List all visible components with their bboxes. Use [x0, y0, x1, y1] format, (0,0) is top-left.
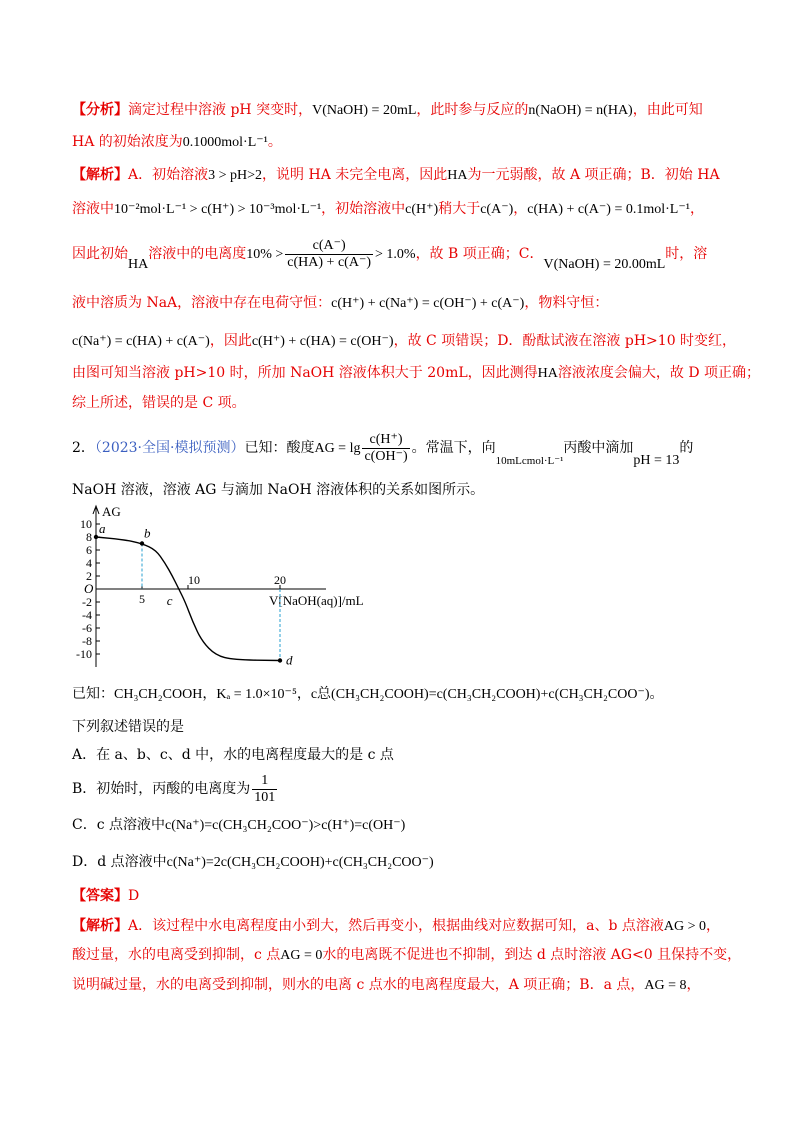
data-curve: [96, 537, 280, 661]
formula-ch: c(H⁺): [405, 202, 439, 217]
x-tick-label: 20: [274, 573, 286, 587]
formula-h-range: 10⁻²mol·L⁻¹ > c(H⁺) > 10⁻³mol·L⁻¹: [114, 202, 322, 217]
solution-text: ，故 C 项错误；D．酚酞试液在溶液 pH>10 时变红，: [393, 333, 737, 349]
formula-sum: c(HA) + c(A⁻) = 0.1mol·L⁻¹: [527, 202, 690, 217]
known-label: 已知：: [72, 686, 114, 702]
solution-text: ，: [513, 201, 528, 217]
solution-text: A．该过程中水电离程度由小到大，然后再变小，根据曲线对应数据可知，a、b 点溶液: [128, 918, 664, 934]
solution-text: 溶液浓度会偏大，故 D 项正确；: [557, 365, 760, 381]
formula-ionization-high: > 1.0%: [375, 247, 416, 262]
formula-ionization-low: 10% >: [246, 247, 284, 262]
solution-text: 时，溶: [665, 246, 708, 262]
formula-ca: c(A⁻): [480, 202, 514, 217]
fraction-ag: [362, 432, 409, 465]
solution-tag: 【解析】: [72, 167, 128, 183]
solution1-line-2: [72, 199, 704, 220]
fraction-numerator: c(A⁻): [285, 238, 373, 255]
x-tick-label: 5: [139, 592, 145, 606]
y-tick-label: 2: [86, 569, 92, 583]
formula-ag-zero: AG = 0: [280, 948, 323, 963]
analysis-text: ，此时参与反应的: [416, 102, 529, 118]
option-text: D．d 点溶液中: [72, 854, 167, 870]
formula-ag-eight: AG = 8: [644, 978, 687, 993]
y-tick-label: -10: [76, 647, 92, 661]
y-tick-label: -8: [82, 634, 92, 648]
question-text: 已知：酸度: [244, 440, 315, 456]
analysis-text: ，由此可知: [632, 102, 703, 118]
point-b: [140, 541, 144, 545]
y-tick-label: 4: [86, 556, 92, 570]
solution-text: 水的电离既不促进也不抑制，到达 d 点时溶液 AG<0 且保持不变，: [322, 947, 742, 963]
question-text: ，: [296, 686, 311, 702]
formula-n-naoh: n(NaOH) = n(HA): [528, 103, 633, 118]
question-number: 2．: [72, 440, 95, 456]
analysis-text: 滴定过程中溶液 pH 突变时，: [128, 102, 313, 118]
formula-charge-balance: c(H⁺) + c(Na⁺) = c(OH⁻) + c(A⁻): [331, 296, 525, 311]
question-source: （2023·全国·模拟预测）: [94, 440, 245, 456]
point-label-c: c: [166, 593, 173, 608]
solution-text: ，: [689, 201, 704, 217]
solution-text: 为一元弱酸，故 A 项正确；B．初始 HA: [467, 167, 720, 183]
point-label-b: b: [144, 525, 151, 541]
solution-text: 由图可知当溶液 pH>10 时，所加 NaOH 溶液体积大于 20mL，因此测得: [72, 365, 538, 381]
fraction-denominator: c(HA) + c(A⁻): [287, 254, 371, 270]
formula-ag: AG = lg: [314, 441, 361, 456]
point-label-d: d: [286, 652, 293, 668]
option-d[interactable]: [72, 852, 434, 873]
point-d: [278, 658, 282, 662]
solution-text: ，因此: [209, 333, 252, 349]
solution1-line-3: [72, 236, 707, 273]
formula-ag-positive: AG > 0: [663, 919, 706, 934]
formula-v-naoh: V(NaOH) = 20.00mL: [543, 257, 666, 272]
y-tick-label: -6: [82, 621, 92, 635]
formula-ka: Kₐ = 1.0×10⁻⁵: [216, 687, 297, 702]
solution-text: 酸过量，水的电离受到抑制，c 点: [72, 947, 281, 963]
solution-text: ，: [686, 977, 701, 993]
question-text: 的: [679, 440, 694, 456]
option-text: C．c 点溶液中: [72, 817, 166, 833]
y-tick-label: -2: [82, 595, 92, 609]
formula-acid-concentration: 10mLcmol·L⁻¹: [495, 455, 564, 467]
answer-line: [72, 886, 139, 906]
solution1-line-1: [72, 165, 720, 186]
question-prompt: 下列叙述错误的是: [72, 719, 184, 735]
solution1-line-6: [72, 363, 760, 384]
formula-total-concentration: c总(CH₃CH₂COOH)=c(CH₃CH₂COOH)+c(CH₃CH₂COO⁻): [310, 687, 650, 702]
formula-ph-range: 3 > pH>2: [208, 168, 263, 183]
solution1-line-4: [72, 293, 608, 314]
solution1-line-5: [72, 331, 736, 352]
fraction-ionization-degree: [252, 773, 277, 806]
fraction-denominator: 101: [254, 789, 276, 805]
formula-option-c: c(Na⁺)=c(CH₃CH₂COO⁻)>c(H⁺)=c(OH⁻): [165, 818, 406, 833]
question2-line-1: [72, 430, 693, 467]
option-c[interactable]: [72, 815, 405, 836]
formula-v-naoh: V(NaOH) = 20mL: [312, 103, 417, 118]
point-label-a: a: [99, 521, 106, 536]
x-tick-label: 10: [188, 573, 200, 587]
option-b[interactable]: [72, 772, 279, 806]
option-a[interactable]: A．在 a、b、c、d 中，水的电离程度最大的是 c 点: [72, 747, 394, 763]
solution2-line-3: [72, 975, 701, 996]
solution-text: ，说明 HA 未完全电离，因此: [262, 167, 448, 183]
analysis-text: HA 的初始浓度为: [72, 134, 183, 150]
solution-text: ，初始溶液中: [321, 201, 406, 217]
fraction-ionization: [285, 238, 373, 271]
formula-ha: HA: [128, 257, 149, 272]
solution-text: 稍大于: [438, 201, 481, 217]
formula-ha: HA: [537, 366, 558, 381]
y-tick-label: -4: [82, 608, 92, 622]
fraction-numerator: c(H⁺): [362, 432, 409, 449]
fraction-numerator: 1: [252, 773, 277, 790]
analysis-tag: 【分析】: [72, 102, 128, 118]
solution2-line-2: [72, 945, 741, 966]
chart-axes: [84, 504, 364, 667]
answer-tag: 【答案】: [72, 888, 128, 904]
analysis-line-1: [72, 100, 703, 121]
solution-text: 溶液中: [72, 201, 114, 217]
solution-text: ，: [706, 918, 720, 934]
solution-tag: 【解析】: [72, 918, 128, 934]
solution-text: ，物料守恒：: [524, 295, 609, 311]
solution1-line-7: 综上所述，错误的是 C 项。: [72, 395, 246, 411]
solution-text: ，故 B 项正确；C．: [415, 246, 544, 262]
solution-text: A．初始溶液: [128, 167, 209, 183]
formula-option-d: c(Na⁺)=2c(CH₃CH₂COOH)+c(CH₃CH₂COO⁻): [166, 855, 434, 870]
solution-text: 溶液中的电离度: [148, 246, 247, 262]
formula-ph: pH = 13: [633, 453, 680, 468]
chart-points: [94, 521, 293, 668]
option-text: B．初始时，丙酸的电离度为: [72, 781, 251, 797]
y-tick-label: 6: [86, 543, 92, 557]
y-tick-label: 8: [86, 530, 92, 544]
titration-chart: [60, 500, 364, 680]
question-text: 丙酸中滴加: [563, 440, 634, 456]
origin-label: O: [84, 581, 94, 596]
question-text: 。常温下，向: [411, 440, 496, 456]
formula-proton-balance: c(H⁺) + c(HA) = c(OH⁻): [251, 334, 394, 349]
formula-concentration: 0.1000mol·L⁻¹: [182, 135, 268, 150]
point-a: [94, 535, 98, 539]
x-axis-label: V[NaOH(aq)]/mL: [269, 593, 364, 608]
question2-line-2: NaOH 溶液，溶液 AG 与滴加 NaOH 溶液体积的关系如图所示。: [72, 482, 485, 498]
fraction-denominator: c(OH⁻): [364, 448, 408, 464]
analysis-line-2: [72, 132, 282, 153]
analysis-text: 。: [267, 134, 282, 150]
solution-text: 液中溶质为 NaA，溶液中存在电荷守恒：: [72, 295, 332, 311]
y-tick-label: 10: [80, 517, 92, 531]
solution-text: 说明碱过量，水的电离受到抑制，则水的电离 c 点水的电离程度最大，A 项正确；B．a 点，: [72, 977, 645, 993]
solution-text: 因此初始: [72, 246, 128, 262]
solution2-line-1: [72, 916, 720, 937]
y-axis-label: AG: [102, 504, 121, 519]
formula-ha: HA: [447, 168, 468, 183]
known-line: [72, 684, 664, 705]
formula-material-balance: c(Na⁺) = c(HA) + c(A⁻): [72, 334, 210, 349]
answer-value: D: [128, 888, 140, 904]
formula-propionic-acid: CH₃CH₂COOH，: [114, 687, 217, 702]
question-text: 。: [649, 686, 664, 702]
